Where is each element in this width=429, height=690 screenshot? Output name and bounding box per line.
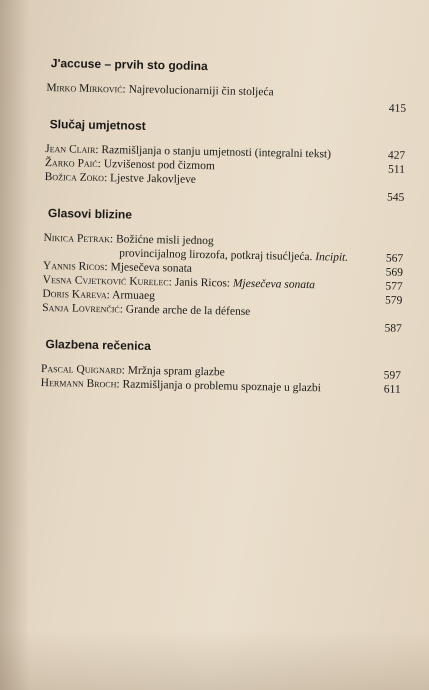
section-page-number: 587: [384, 322, 402, 335]
entry-author: Žarko Paić:: [44, 156, 101, 171]
entry-title: Mržnja spram glazbe: [127, 364, 225, 379]
entry-title: Uzvišenost pod čizmom: [103, 158, 215, 173]
entry-page-number: 611: [383, 383, 401, 396]
toc-section: [42, 206, 404, 336]
entry-page-number: 511: [387, 163, 405, 176]
section-title: Glazbena rečenica: [45, 337, 151, 354]
entry-page-number: 577: [385, 280, 403, 293]
entry-title: Mjesečeva sonata: [110, 261, 193, 275]
entry-title: Božićne misli jednog: [115, 233, 214, 248]
entry-author: Hermann Broch:: [40, 376, 120, 391]
section-page-number: 545: [386, 191, 405, 204]
entry-author: Yannis Ricos:: [42, 259, 108, 274]
entry-page-number: 569: [385, 266, 404, 279]
entry-author: Mirko Mirković:: [46, 81, 126, 96]
section-title: Slučaj umjetnost: [49, 117, 146, 133]
entry-author: Vesna Cvjetković Kurelec:: [42, 273, 173, 289]
toc-section: [41, 337, 402, 397]
entry-author: Jean Clair:: [45, 142, 99, 157]
entry-title-cont-text: provincijalnog lirozofa, potkraj tisućljeća.: [119, 247, 313, 264]
table-of-contents: [40, 56, 406, 405]
section-title: J'accuse – prvih sto godina: [50, 56, 208, 74]
entry-title: Armuaeg: [111, 289, 156, 303]
section-title: Glasovi blizine: [47, 206, 133, 222]
entry-author: Sanja Lovrenčić:: [42, 301, 124, 316]
entry-page-number: 427: [387, 149, 406, 162]
entry-title: Janis Ricos:: [174, 276, 231, 290]
toc-section: [44, 117, 405, 205]
entry-title: Grande arche de la défense: [125, 303, 251, 318]
entry-page-number: 579: [385, 294, 403, 307]
entry-title: Razmišljanja o problemu spoznaje u glazbi: [122, 378, 321, 395]
entry-page-number: 567: [385, 252, 404, 265]
entry-author: Pascal Quignard:: [40, 362, 125, 377]
entry-title: Razmišljanja o stanju umjetnosti (integralni tekst): [101, 144, 332, 161]
toc-section: [46, 56, 407, 116]
entry-title-cont-italic: Incipit.: [315, 251, 349, 264]
entry-page-number: 597: [383, 369, 402, 382]
page-bottom-shadow: [0, 630, 429, 690]
section-page-number: 415: [388, 102, 407, 115]
entry-author: Nikica Petrak:: [43, 231, 114, 246]
entry-title-italic: Mjesečeva sonata: [232, 277, 316, 292]
entry-title: Ljestve Jakovljeve: [109, 172, 197, 186]
page-gutter-shadow: [0, 0, 30, 690]
entry-title: Najrevolucionarniji čin stoljeća: [128, 83, 274, 99]
entry-author: Doris Kareva:: [42, 287, 110, 302]
entry-author: Božica Zoko:: [44, 170, 108, 185]
